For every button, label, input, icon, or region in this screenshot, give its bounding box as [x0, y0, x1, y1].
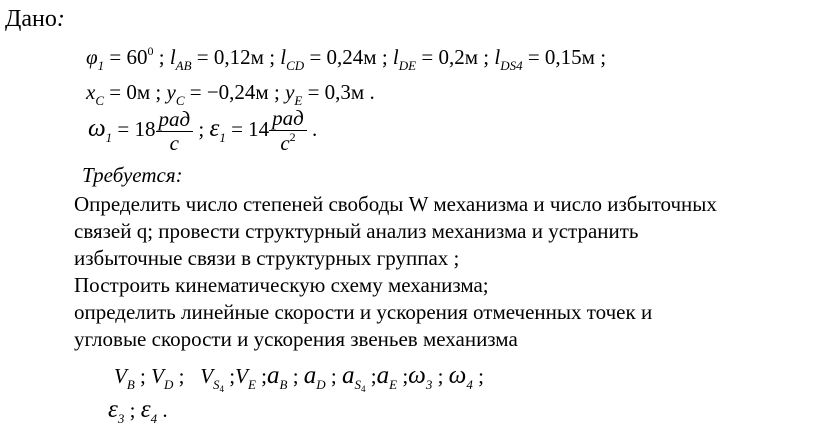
separator: ; [325, 364, 343, 388]
vs4-subscript-4: 4 [219, 384, 225, 394]
vd-subscript: D [163, 377, 174, 392]
l-ds4-subscript: DS4 [500, 58, 523, 73]
l-de-value: = 0,2м [416, 45, 478, 69]
vd-symbol: V [151, 364, 164, 388]
separator: ; [153, 45, 170, 69]
as4-symbol: a [342, 362, 355, 389]
ve-subscript: E [247, 377, 256, 392]
omega-subscript: 1 [105, 129, 113, 145]
given-title-text: Дано [5, 6, 57, 32]
epsilon-unit-denominator [269, 131, 307, 155]
ye-symbol: y [285, 80, 295, 104]
l-cd-value: = 0,24м [304, 45, 377, 69]
l-ab-subscript: AB [175, 58, 192, 73]
separator: ; [268, 80, 286, 104]
separator: ; [224, 364, 236, 388]
omega-unit-fraction [156, 108, 194, 155]
phi-symbol: φ [86, 45, 98, 69]
epsilon-unit-den-base: с [280, 131, 290, 156]
omega-symbol: ω [88, 114, 106, 142]
given-line-2 [86, 80, 375, 109]
separator: ; [376, 45, 393, 69]
required-line: Построить кинематическую схему механизма; [74, 273, 489, 297]
line-end: ; [594, 45, 607, 69]
l-ab-symbol: l [169, 45, 176, 69]
omega3-symbol: ω [408, 362, 426, 389]
separator: ; [287, 364, 304, 388]
epsilon-value: = 14 [225, 116, 270, 141]
l-cd-subscript: CD [286, 58, 305, 73]
separator: ; [432, 364, 449, 388]
epsilon3-subscript: 3 [117, 411, 125, 426]
l-cd-symbol: l [280, 45, 287, 69]
required-line: угловые скорости и ускорения звеньев механизма [74, 327, 518, 351]
separator: ; [263, 45, 281, 69]
separator: ; [472, 364, 484, 388]
epsilon-unit-numerator: рад [269, 107, 307, 131]
l-ab-value: = 0,12м [191, 45, 264, 69]
omega4-subscript: 4 [466, 377, 473, 392]
required-text [74, 191, 717, 353]
omega-value: = 18 [112, 116, 156, 141]
given-title-colon: : [56, 6, 65, 32]
yc-value: = −0,24м [184, 80, 269, 104]
required-line: связей q; провести структурный анализ механизма и устранить [74, 219, 639, 243]
ye-value: = 0,3м [302, 80, 365, 104]
epsilon-subscript: 1 [219, 129, 226, 145]
vb-subscript: B [126, 377, 135, 392]
separator: ; [173, 364, 201, 388]
phi-degree: 0 [147, 44, 154, 58]
given-title [5, 6, 65, 33]
as4-subscript-4: 4 [361, 384, 366, 394]
separator: ; [124, 398, 141, 422]
vs4-subscript-s: S [213, 377, 220, 392]
omega4-symbol: ω [448, 362, 467, 389]
required-heading: Требуется: [82, 163, 183, 187]
ye-subscript: E [294, 93, 303, 108]
ab-symbol: a [266, 362, 280, 389]
yc-subscript: C [175, 93, 185, 108]
omega-unit-denominator: с [169, 130, 179, 155]
separator: ; [397, 364, 409, 388]
l-ds4-value: = 0,15м [522, 45, 595, 69]
ve-symbol: V [235, 364, 248, 388]
as4-subscript [355, 377, 366, 392]
given-line-1 [86, 44, 606, 74]
l-de-symbol: l [392, 45, 399, 69]
ad-subscript: D [316, 377, 326, 392]
epsilon4-symbol: ε [140, 396, 151, 423]
line-end: . [157, 398, 168, 422]
separator: ; [478, 45, 495, 69]
separator: ; [193, 116, 210, 141]
epsilon-unit-den-power: 2 [289, 130, 296, 145]
as4-subscript-s: S [354, 377, 362, 392]
xc-symbol: x [86, 80, 96, 104]
separator: ; [134, 364, 152, 388]
targets-line-2 [108, 396, 168, 427]
ae-symbol: a [376, 362, 390, 389]
vs4-subscript [213, 377, 224, 392]
separator: ; [365, 364, 377, 388]
vb-symbol: V [114, 364, 127, 388]
xc-value: = 0м [104, 80, 151, 104]
vs4-symbol: V [200, 364, 214, 388]
required-line: определить линейные скорости и ускорения отмеченных точек и [74, 300, 653, 324]
line-end: . [306, 116, 318, 141]
epsilon3-symbol: ε [108, 396, 118, 423]
xc-subscript: C [95, 93, 104, 108]
epsilon-symbol: ε [209, 114, 220, 142]
ad-symbol: a [303, 362, 317, 389]
omega-unit-numerator: рад [156, 108, 194, 132]
targets-line-1 [114, 362, 484, 394]
line-end: . [364, 80, 375, 104]
epsilon4-subscript: 4 [150, 411, 158, 426]
epsilon-unit-fraction [269, 107, 307, 155]
required-line: Определить число степеней свободы W механизма и число избыточных [74, 192, 717, 216]
required-line: избыточные связи в структурных группах ; [74, 246, 460, 270]
l-ds4-symbol: l [494, 45, 501, 69]
ab-subscript: B [279, 377, 288, 392]
l-de-subscript: DE [398, 58, 417, 73]
yc-symbol: y [166, 80, 176, 104]
given-line-3 [88, 107, 317, 155]
separator: ; [255, 364, 267, 388]
ae-subscript: E [389, 377, 398, 392]
separator: ; [150, 80, 167, 104]
omega3-subscript: 3 [425, 377, 433, 392]
phi-subscript: 1 [97, 58, 105, 73]
phi-value: = 60 [104, 45, 148, 69]
